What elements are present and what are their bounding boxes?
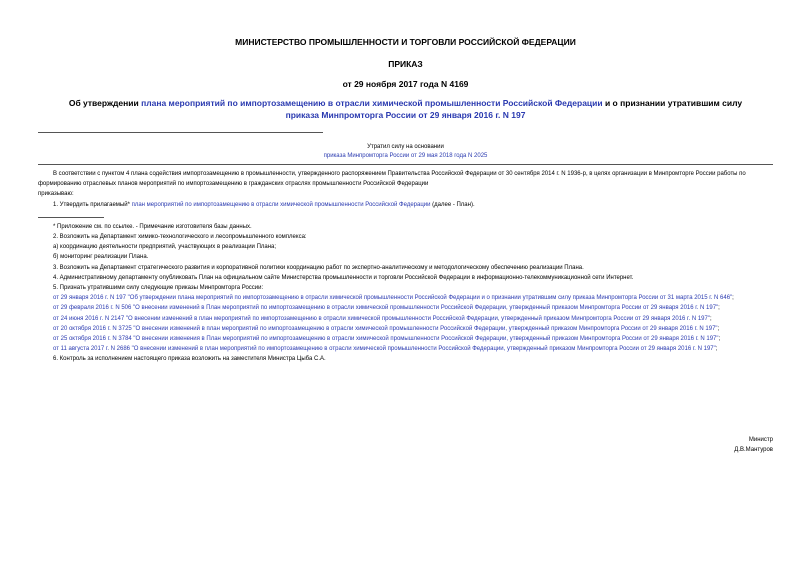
document-title <box>38 97 773 121</box>
intro-paragraph: В соответствии с пунктом 4 плана содействия импортозамещению в промышленности, утвержденного распоряжением Правительства Российской Федерации от 30 сентября 2014 г. N 1936-р, в целях организации в Минпромторге России работы по формированию отраслевых планов мероприятий по импортозамещению в гражданских отраслях промышленности Российской Федерации <box>38 171 746 188</box>
plan-link[interactable]: план мероприятий по импортозамещению в отрасли химической промышленности Российской Федерации <box>131 201 431 208</box>
title-prefix: Об утверждении <box>68 98 142 108</box>
repealed-order-4 <box>38 324 773 334</box>
document-type: ПРИКАЗ <box>388 59 423 69</box>
repealed-order-link[interactable]: от 20 октября 2016 г. N 3725 "О внесении изменений в план мероприятий по импортозамещению в отрасли химической промышленности Российской Федерации, утвержденный приказом Минпромторга России от 29 января 2016 г. N 197" <box>53 325 718 332</box>
footnote: * Приложение см. по ссылке. - Примечание изготовителя базы данных. <box>53 223 252 230</box>
divider <box>38 132 323 133</box>
repealed-order-link[interactable]: от 11 августа 2017 г. N 2686 "О внесении изменений в план мероприятий по импортозамещению в отрасли химической промышленности Российской Федерации, утвержденный приказом Минпромторга России от 29 января 2016 г. N 197" <box>53 346 716 353</box>
ministry-heading: МИНИСТЕРСТВО ПРОМЫШЛЕННОСТИ И ТОРГОВЛИ РОССИЙСКОЙ ФЕДЕРАЦИИ <box>235 37 576 47</box>
item-2: 2. Возложить на Департамент химико-технологического и лесопромышленного комплекса: <box>53 234 307 241</box>
item-4: 4. Административному департаменту опубликовать План на официальном сайте Министерства промышленности и торговли Российской Федерации в информационно-телекоммуникационной сети Интернет. <box>53 274 634 281</box>
item-1-prefix: 1. Утвердить прилагаемый* <box>53 201 132 208</box>
item-1-suffix: (далее - План). <box>430 201 475 208</box>
signature-block <box>734 435 773 455</box>
status-order-link[interactable]: приказа Минпромторга России от 29 мая 2018 года N 2025 <box>323 153 488 159</box>
list-separator: ; <box>715 346 718 353</box>
title-middle: и о признании утратившим силу <box>602 98 743 108</box>
item-2b: б) мониторинг реализации Плана. <box>53 254 149 261</box>
repealed-order-link[interactable]: от 29 января 2016 г. N 197 "Об утверждении плана мероприятий по импортозамещению в отрасли химической промышленности Российской Федерации и о признании утратившим силу приказа Минпромторга России от 31 марта 2015 г. N 646" <box>53 295 733 302</box>
list-separator: ; <box>718 336 721 343</box>
repealed-order-3 <box>38 314 773 324</box>
divider <box>38 164 773 165</box>
title-order-link[interactable]: приказа Минпромторга России от 29 января 2016 г. N 197 <box>285 110 526 120</box>
order-word: приказываю: <box>38 191 74 198</box>
list-separator: ; <box>732 295 734 302</box>
repealed-order-link[interactable]: от 24 июня 2016 г. N 2147 "О внесении изменений в план мероприятий по импортозамещению в отрасли химической промышленности Российской Федерации, утвержденный приказом Минпромторга России от 29 января 2016 г. N 197" <box>53 315 710 322</box>
repealed-order-1 <box>38 293 773 303</box>
document-body <box>38 169 773 365</box>
item-6: 6. Контроль за исполнением настоящего приказа возложить на заместителя Министра Цыба С.А. <box>53 356 326 363</box>
list-separator: ; <box>718 305 720 312</box>
signatory-position: Министр <box>748 437 773 443</box>
repealed-order-5 <box>38 334 773 344</box>
item-3: 3. Возложить на Департамент стратегического развития и корпоративной политики координацию работ по экспертно-аналитическому и методологическому обеспечению реализации Плана. <box>53 264 584 271</box>
signatory-name: Д.В.Мантуров <box>734 447 773 453</box>
item-2a: а) координацию деятельности предприятий, участвующих в реализации Плана; <box>53 244 277 251</box>
item-5: 5. Признать утратившими силу следующие приказы Минпромторга России: <box>53 285 264 292</box>
status-text: Утратил силу на основании <box>367 144 444 150</box>
repealed-order-6 <box>38 344 773 354</box>
list-separator: ; <box>709 315 712 322</box>
status-link-row <box>38 153 773 159</box>
title-plan-link[interactable]: плана мероприятий по импортозамещению в отрасли химической промышленности Российской Федерации <box>141 98 603 108</box>
item-1 <box>38 200 773 210</box>
document-dateline: от 29 ноября 2017 года N 4169 <box>342 79 469 89</box>
list-separator: ; <box>717 325 720 332</box>
repealed-order-link[interactable]: от 25 октября 2016 г. N 3784 "О внесении изменения в План мероприятий по импортозамещению в отрасли химической промышленности Российской Федерации, утвержденный приказом Минпромторга России от 29 января 2016 г. N 197" <box>53 336 719 343</box>
repealed-order-2 <box>38 303 773 313</box>
footnote-divider <box>38 217 104 218</box>
repealed-order-link[interactable]: от 29 февраля 2016 г. N 506 "О внесении изменений в План мероприятий по импортозамещению в отрасли химической промышленности Российской Федерации, утвержденный приказом Минпромторга России от 29 января 2016 г. N 197" <box>53 305 719 312</box>
